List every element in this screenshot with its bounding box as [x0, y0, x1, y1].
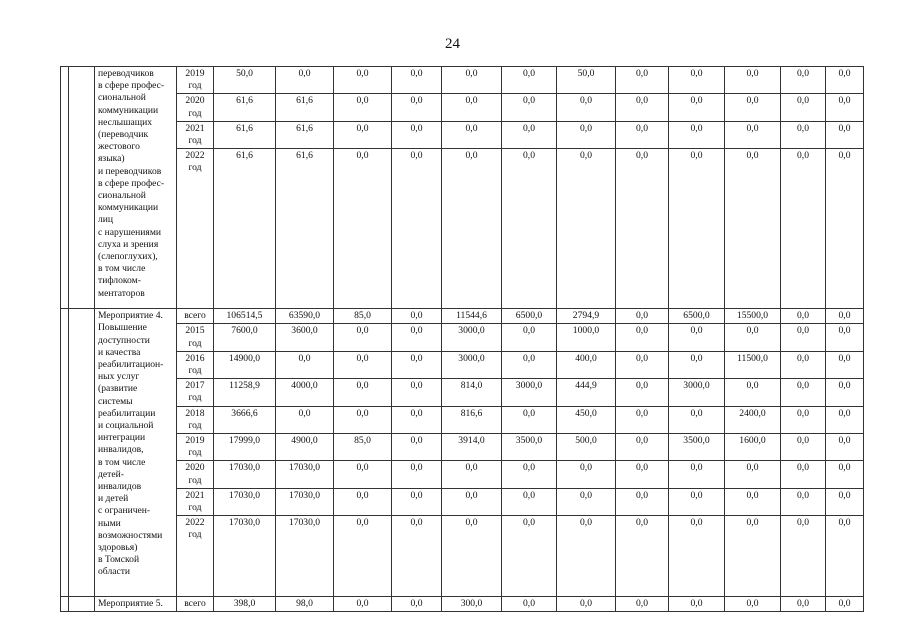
value-cell: 61,6	[276, 94, 334, 121]
value-cell: 0,0	[826, 597, 864, 612]
value-cell: 0,0	[334, 379, 392, 406]
measure-name-line: жестового	[98, 141, 140, 153]
measure-name-line: детей-	[98, 468, 124, 480]
measure-name-line: реабилитации	[98, 407, 156, 419]
value-cell: 0,0	[392, 516, 442, 597]
value-cell: 0,0	[669, 324, 725, 351]
year-cell: всего	[177, 597, 214, 612]
value-cell: 0,0	[557, 149, 616, 309]
measure-name-line: доступности	[98, 334, 150, 346]
value-cell: 14900,0	[214, 351, 276, 378]
year-cell: 2020 год	[177, 461, 214, 488]
measure-name-line: интеграции	[98, 432, 146, 444]
value-cell: 3000,0	[442, 324, 502, 351]
value-cell: 0,0	[392, 461, 442, 488]
value-cell: 0,0	[616, 94, 669, 121]
program-cell	[69, 309, 95, 597]
value-cell: 0,0	[616, 149, 669, 309]
value-cell: 2400,0	[725, 406, 781, 433]
value-cell: 0,0	[557, 461, 616, 488]
value-cell: 3600,0	[276, 324, 334, 351]
value-cell: 0,0	[392, 406, 442, 433]
value-cell: 0,0	[669, 516, 725, 597]
value-cell: 1000,0	[557, 324, 616, 351]
value-cell: 0,0	[781, 67, 826, 94]
value-cell: 0,0	[826, 461, 864, 488]
value-cell: 61,6	[276, 149, 334, 309]
value-cell: 4000,0	[276, 379, 334, 406]
measure-name-line: Мероприятие 4.	[98, 310, 163, 322]
value-cell: 0,0	[334, 516, 392, 597]
value-cell: 0,0	[669, 121, 725, 148]
value-cell: 0,0	[557, 94, 616, 121]
value-cell: 50,0	[557, 67, 616, 94]
value-cell: 0,0	[442, 94, 502, 121]
value-cell: 0,0	[826, 406, 864, 433]
value-cell: 3000,0	[502, 379, 557, 406]
value-cell: 0,0	[669, 149, 725, 309]
value-cell: 0,0	[502, 121, 557, 148]
table-row	[61, 309, 864, 324]
value-cell: 0,0	[557, 121, 616, 148]
measure-name-line: неслышащих	[98, 116, 153, 128]
table-row	[61, 94, 864, 121]
value-cell: 0,0	[392, 67, 442, 94]
value-cell: 0,0	[392, 488, 442, 515]
measure-name-line: возможностями	[98, 529, 163, 541]
value-cell: 0,0	[669, 488, 725, 515]
measure-name-line: и переводчиков	[98, 165, 162, 177]
year-cell: 2021 год	[177, 488, 214, 515]
value-cell: 0,0	[442, 516, 502, 597]
value-cell: 0,0	[557, 488, 616, 515]
value-cell: 63590,0	[276, 309, 334, 324]
program-cell	[69, 597, 95, 612]
value-cell: 17030,0	[214, 488, 276, 515]
value-cell: 0,0	[669, 461, 725, 488]
measure-name-line: в том числе	[98, 263, 146, 275]
value-cell: 2794,9	[557, 309, 616, 324]
table-row	[61, 149, 864, 309]
measure-name-line: и качества	[98, 346, 141, 358]
value-cell: 0,0	[502, 597, 557, 612]
value-cell: 0,0	[669, 94, 725, 121]
row-number-cell	[61, 309, 69, 597]
value-cell: 0,0	[826, 67, 864, 94]
value-cell: 3666,6	[214, 406, 276, 433]
value-cell: 0,0	[781, 309, 826, 324]
value-cell: 0,0	[781, 434, 826, 461]
value-cell: 0,0	[616, 309, 669, 324]
value-cell: 0,0	[781, 121, 826, 148]
value-cell: 0,0	[392, 309, 442, 324]
value-cell: 7600,0	[214, 324, 276, 351]
value-cell: 0,0	[616, 324, 669, 351]
value-cell: 0,0	[392, 94, 442, 121]
value-cell: 0,0	[669, 67, 725, 94]
measure-name-line: коммуникации	[98, 104, 159, 116]
value-cell: 0,0	[725, 324, 781, 351]
value-cell: 4900,0	[276, 434, 334, 461]
value-cell: 61,6	[214, 94, 276, 121]
measure-name-line: Повышение	[98, 322, 147, 334]
value-cell: 0,0	[826, 434, 864, 461]
value-cell: 0,0	[669, 406, 725, 433]
value-cell: 0,0	[826, 94, 864, 121]
value-cell: 61,6	[276, 121, 334, 148]
value-cell: 0,0	[442, 67, 502, 94]
table-row	[61, 324, 864, 351]
measure-name-line: переводчиков	[98, 68, 154, 79]
value-cell: 0,0	[781, 406, 826, 433]
value-cell: 0,0	[442, 461, 502, 488]
row-number-cell	[61, 67, 69, 309]
value-cell: 0,0	[334, 149, 392, 309]
value-cell: 0,0	[334, 67, 392, 94]
measure-name-line: (развитие	[98, 383, 138, 395]
value-cell: 0,0	[616, 461, 669, 488]
value-cell: 0,0	[616, 351, 669, 378]
value-cell: 0,0	[442, 149, 502, 309]
measure-name-line: системы	[98, 395, 133, 407]
value-cell: 85,0	[334, 434, 392, 461]
value-cell: 0,0	[276, 351, 334, 378]
value-cell: 0,0	[781, 516, 826, 597]
value-cell: 0,0	[616, 434, 669, 461]
value-cell: 106514,5	[214, 309, 276, 324]
value-cell: 0,0	[502, 67, 557, 94]
value-cell: 0,0	[616, 516, 669, 597]
table-body	[61, 67, 864, 612]
value-cell: 17030,0	[214, 516, 276, 597]
value-cell: 816,6	[442, 406, 502, 433]
table-row	[61, 406, 864, 433]
measure-name-line: слуха и зрения	[98, 238, 159, 250]
value-cell: 0,0	[334, 406, 392, 433]
measure-name-line: Мероприятие 5.	[98, 598, 163, 610]
value-cell: 0,0	[334, 324, 392, 351]
value-cell: 17030,0	[214, 461, 276, 488]
measure-name-line: с нарушениями	[98, 226, 162, 238]
value-cell: 6500,0	[669, 309, 725, 324]
measure-name-line: языка)	[98, 153, 125, 165]
year-cell: 2021 год	[177, 121, 214, 148]
value-cell: 0,0	[725, 67, 781, 94]
year-cell: 2019 год	[177, 67, 214, 94]
measure-name-line: и детей	[98, 493, 129, 505]
value-cell: 0,0	[392, 351, 442, 378]
measure-name-cell	[95, 67, 177, 309]
value-cell: 0,0	[725, 379, 781, 406]
value-cell: 3914,0	[442, 434, 502, 461]
table-row	[61, 67, 864, 94]
value-cell: 0,0	[502, 461, 557, 488]
value-cell: 0,0	[826, 516, 864, 597]
value-cell: 0,0	[725, 121, 781, 148]
value-cell: 0,0	[502, 516, 557, 597]
value-cell: 61,6	[214, 149, 276, 309]
value-cell: 0,0	[616, 597, 669, 612]
measure-name-line: сиональной	[98, 92, 146, 104]
value-cell: 0,0	[781, 324, 826, 351]
measure-name-line: области	[98, 566, 131, 578]
value-cell: 61,6	[214, 121, 276, 148]
value-cell: 0,0	[826, 351, 864, 378]
value-cell: 0,0	[392, 597, 442, 612]
table-row	[61, 379, 864, 406]
value-cell: 50,0	[214, 67, 276, 94]
page-number: 24	[445, 36, 460, 52]
value-cell: 0,0	[502, 351, 557, 378]
value-cell: 3500,0	[502, 434, 557, 461]
measure-name-line: коммуникации	[98, 202, 159, 214]
value-cell: 450,0	[557, 406, 616, 433]
value-cell: 444,9	[557, 379, 616, 406]
value-cell: 17030,0	[276, 461, 334, 488]
value-cell: 15500,0	[725, 309, 781, 324]
measure-name-line: ных услуг	[98, 371, 140, 383]
table-row	[61, 597, 864, 612]
measure-name-line: ными	[98, 517, 121, 529]
value-cell: 98,0	[276, 597, 334, 612]
value-cell: 0,0	[725, 94, 781, 121]
measure-name-line: в Томской	[98, 554, 140, 566]
value-cell: 814,0	[442, 379, 502, 406]
value-cell: 0,0	[725, 461, 781, 488]
measure-name-line: лиц	[98, 214, 114, 226]
value-cell: 0,0	[392, 324, 442, 351]
measure-name-line: тифлоком-	[98, 275, 141, 287]
value-cell: 0,0	[826, 121, 864, 148]
value-cell: 85,0	[334, 309, 392, 324]
value-cell: 0,0	[502, 94, 557, 121]
value-cell: 0,0	[334, 597, 392, 612]
measure-name-line: в сфере профес-	[98, 80, 165, 92]
value-cell: 0,0	[669, 351, 725, 378]
value-cell: 0,0	[616, 121, 669, 148]
measure-name-line: здоровья)	[98, 542, 138, 554]
value-cell: 0,0	[616, 406, 669, 433]
budget-table	[60, 66, 864, 612]
value-cell: 0,0	[334, 351, 392, 378]
value-cell: 0,0	[334, 94, 392, 121]
value-cell: 400,0	[557, 351, 616, 378]
value-cell: 0,0	[826, 149, 864, 309]
value-cell: 0,0	[725, 597, 781, 612]
value-cell: 0,0	[502, 488, 557, 515]
value-cell: 17030,0	[276, 516, 334, 597]
measure-name-line: и социальной	[98, 420, 154, 432]
value-cell: 0,0	[781, 379, 826, 406]
year-cell: 2019 год	[177, 434, 214, 461]
value-cell: 17030,0	[276, 488, 334, 515]
value-cell: 0,0	[442, 121, 502, 148]
value-cell: 0,0	[276, 67, 334, 94]
value-cell: 398,0	[214, 597, 276, 612]
value-cell: 0,0	[725, 488, 781, 515]
value-cell: 0,0	[616, 488, 669, 515]
value-cell: 0,0	[826, 379, 864, 406]
measure-name-line: в том числе	[98, 456, 146, 468]
value-cell: 500,0	[557, 434, 616, 461]
value-cell: 0,0	[781, 94, 826, 121]
value-cell: 17999,0	[214, 434, 276, 461]
value-cell: 0,0	[826, 324, 864, 351]
value-cell: 0,0	[725, 149, 781, 309]
table-row	[61, 488, 864, 515]
value-cell: 3500,0	[669, 434, 725, 461]
value-cell: 0,0	[725, 516, 781, 597]
value-cell: 0,0	[334, 121, 392, 148]
value-cell: 0,0	[334, 488, 392, 515]
year-cell: 2018 год	[177, 406, 214, 433]
measure-name-line: сиональной	[98, 190, 146, 202]
measure-name-line: в сфере профес-	[98, 177, 165, 189]
row-number-cell	[61, 597, 69, 612]
measure-name-line: инвалидов	[98, 481, 142, 493]
table-row	[61, 434, 864, 461]
value-cell: 0,0	[442, 488, 502, 515]
value-cell: 11500,0	[725, 351, 781, 378]
value-cell: 3000,0	[442, 351, 502, 378]
value-cell: 0,0	[781, 488, 826, 515]
value-cell: 0,0	[616, 379, 669, 406]
value-cell: 0,0	[502, 324, 557, 351]
value-cell: 3000,0	[669, 379, 725, 406]
measure-name-cell	[95, 309, 177, 597]
table-row	[61, 461, 864, 488]
year-cell: 2022 год	[177, 516, 214, 597]
value-cell: 6500,0	[502, 309, 557, 324]
table-row	[61, 351, 864, 378]
value-cell: 0,0	[781, 351, 826, 378]
table-row	[61, 121, 864, 148]
measure-name-line: с ограничен-	[98, 505, 151, 517]
value-cell: 0,0	[334, 461, 392, 488]
value-cell: 1600,0	[725, 434, 781, 461]
value-cell: 0,0	[502, 406, 557, 433]
value-cell: 0,0	[276, 406, 334, 433]
year-cell: всего	[177, 309, 214, 324]
year-cell: 2016 год	[177, 351, 214, 378]
value-cell: 0,0	[669, 597, 725, 612]
measure-name-line: (слепоглухих),	[98, 251, 158, 263]
value-cell: 0,0	[392, 121, 442, 148]
table-row	[61, 516, 864, 597]
value-cell: 11258,9	[214, 379, 276, 406]
value-cell: 0,0	[392, 149, 442, 309]
value-cell: 0,0	[781, 597, 826, 612]
year-cell: 2017 год	[177, 379, 214, 406]
value-cell: 0,0	[781, 461, 826, 488]
value-cell: 0,0	[826, 309, 864, 324]
value-cell: 0,0	[502, 149, 557, 309]
value-cell: 0,0	[557, 597, 616, 612]
year-cell: 2015 год	[177, 324, 214, 351]
value-cell: 0,0	[557, 516, 616, 597]
measure-name-line: инвалидов,	[98, 444, 144, 456]
measure-name-cell	[95, 597, 177, 612]
program-cell	[69, 67, 95, 309]
measure-name-line: (переводчик	[98, 129, 149, 141]
measure-name-line: реабилитацион-	[98, 359, 164, 371]
value-cell: 0,0	[826, 488, 864, 515]
value-cell: 11544,6	[442, 309, 502, 324]
year-cell: 2022 год	[177, 149, 214, 309]
year-cell: 2020 год	[177, 94, 214, 121]
value-cell: 0,0	[616, 67, 669, 94]
value-cell: 0,0	[781, 149, 826, 309]
measure-name-line: ментаторов	[98, 287, 145, 299]
value-cell: 0,0	[392, 379, 442, 406]
value-cell: 300,0	[442, 597, 502, 612]
value-cell: 0,0	[392, 434, 442, 461]
